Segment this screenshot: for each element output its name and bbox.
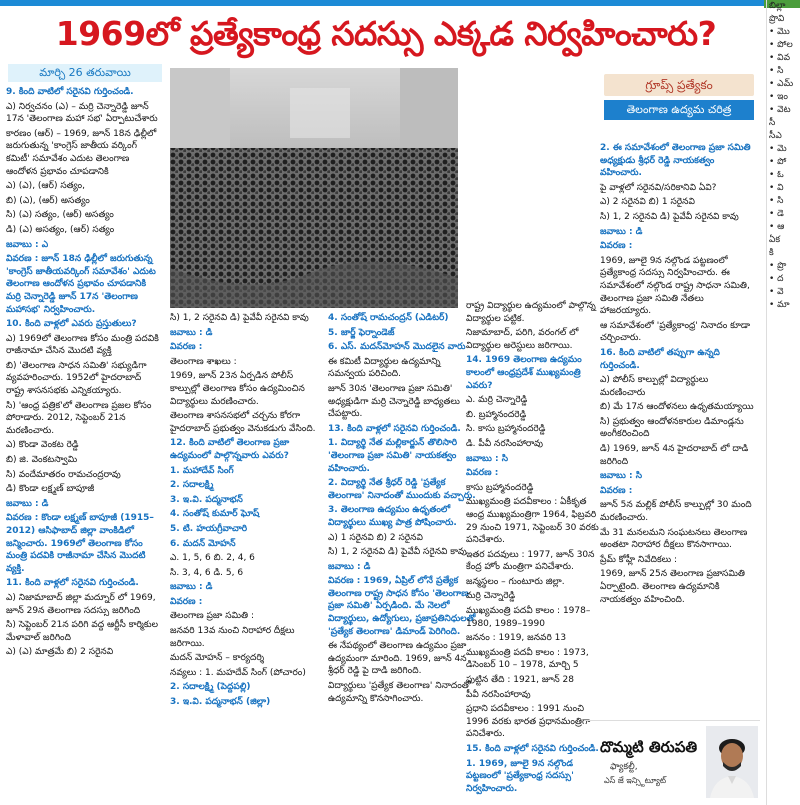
paragraph: 1. 1969, జూలై 9న నల్గొండ పట్టణంలో 'ప్రత్యేకాంధ్ర సదస్సు' నిర్వహించారు.	[466, 758, 574, 794]
paragraph: కారణం (ఆర్) – 1969, జూన్ 18న ఢిల్లీలో జరుగుతున్న 'కాంగ్రెస్ జాతీయ వర్కింగ్ కమిటీ' సమావేశం ఎదుట తెలంగాణ ఆందోళన ప్రభావం చూపడానికి	[6, 128, 157, 177]
sidebar-text: • వెట	[769, 105, 791, 115]
article-column-1	[6, 86, 162, 796]
paragraph: జననం : 1919, జనవరి 13	[466, 633, 567, 644]
sidebar-text: • మా	[769, 300, 790, 310]
paragraph: సి) 1, 2 సరైనవి డి) పైవేవీ సరైనవి కావు	[600, 211, 739, 222]
sidebar-text: • సి	[769, 66, 784, 76]
paragraph: బి) జి. వెంకటస్వామి	[6, 455, 78, 466]
paragraph: డి) 1969, జూన్ 4న హైదరాబాద్ లో దాడి జరిగింది	[600, 444, 749, 467]
paragraph: ఎ) 1969లో తెలంగాణ కోసం మంత్రి పదవికి రాజీనామా చేసిన మొదటి వ్యక్తి	[6, 333, 159, 357]
paragraph: ఈ నేపథ్యంలో తెలంగాణ ఉద్యమం ప్రజా ఉద్యమంగా మారింది. 1969, జూన్ 4న శ్రీధర్ రెడ్డి పై దాడి జరిగింది.	[328, 641, 467, 677]
paragraph: ఎ) నిర్వచనం (ఎ) – మర్రి చెన్నారెడ్డి జూన్ 17న 'తెలంగాణ మహా సభ' ఏర్పాటుచేశారు	[6, 101, 158, 125]
section-label: గ్రూప్స్ ప్రత్యేకం	[604, 74, 754, 96]
sidebar-text: ప్రొవి	[769, 14, 785, 24]
sidebar-text: • ఆ	[769, 222, 785, 232]
paragraph: డి. పీవీ నరసింహారావు	[466, 438, 544, 449]
paragraph: వివరణ :	[600, 485, 633, 496]
paragraph: జవాబు : డి	[328, 561, 371, 572]
paragraph: 4. సంతోష్ రామచంద్రన్ (ఎడిటర్)	[328, 313, 449, 323]
paragraph: 5. జార్జ్ ఫెర్నాండెజ్	[328, 327, 395, 338]
sidebar-text: • మొ	[769, 27, 790, 37]
author-portrait-graphic	[706, 726, 758, 798]
paragraph: ఎ. 1, 5, 6 బి. 2, 4, 6	[170, 553, 255, 564]
paragraph: సి. కాసు బ్రహ్మానందరెడ్డి	[466, 424, 546, 435]
paragraph: పీవీ నరసింహారావు	[466, 689, 531, 700]
paragraph: బి. బ్రహ్మానందరెడ్డి	[466, 409, 527, 420]
paragraph: పుట్టిన తేది : 1921, జూన్ 28	[466, 675, 574, 686]
paragraph: సి) ప్రభుత్వం ఆందోళనకారుల డిమాండ్లను అంగీకరించింది	[600, 416, 744, 440]
paragraph: మే 31 మనలమని సంఘటనలు తెలంగాణ అంతటా నిరాహార దీక్షలు కొనసాగాయి.	[600, 527, 748, 551]
article-column-3	[328, 312, 476, 800]
sidebar-text: • మె	[769, 144, 787, 154]
paragraph: జవాబు : డి	[170, 582, 213, 593]
paragraph: మర్రి చెన్నారెడ్డి	[466, 591, 516, 602]
paragraph: జూన్ 30న 'తెలంగాణ ప్రజా సమితి' అధ్యక్షుడిగా మర్రి చెన్నారెడ్డి బాధ్యతలు చేపట్టారు.	[328, 383, 460, 420]
page-headline: 1969లో ప్రత్యేకాంధ్ర సదస్సు ఎక్కడ నిర్వహించారు?	[55, 14, 717, 53]
paragraph: సి) వందేమాతరం రామచంద్రరావు	[6, 469, 121, 480]
paragraph: జవాబు : డి	[6, 498, 49, 509]
continued-tag: మార్చి 26 తరువాయి	[8, 64, 162, 82]
paragraph: ముఖ్యమంత్రి పదవీకాలం : ఏకీకృత ఆంధ్ర ముఖ్యమంత్రిగా 1964, ఫిబ్రవరి 29 నుంచి 1971, సెప్టెంబర్ 30 వరకు పనిచేశారు.	[466, 497, 599, 546]
sidebar-text: • వె	[769, 287, 784, 297]
paragraph: వివరణ : 1969, ఏప్రిల్ లోనే ప్రత్యేక తెలంగాణ రాష్ట్ర సాధన కోసం 'తెలంగాణ ప్రజా సమితి' ఏర్పడింది. మే నెలలో విద్యార్థులు, ఉద్యోగులు, ప్రజాప్రతినిధులతో 'ప్రత్యేక తెలంగాణ' డిమాండ్ పెరిగింది.	[328, 576, 476, 637]
paragraph: జవాబు : సి	[466, 453, 509, 464]
paragraph: జవాబు : సి	[600, 471, 643, 482]
paragraph: జవాబు : డి	[170, 327, 213, 338]
protest-crowd-photo	[170, 68, 458, 308]
paragraph: వివరణ :	[466, 468, 499, 479]
sidebar-text: • పో	[769, 157, 787, 167]
paragraph: తెలంగాణ ప్రజా సమితి :	[170, 611, 254, 622]
paragraph: వివరణ : జూన్ 18న ఢిల్లీలో జరుగుతున్న 'కాంగ్రెస్ జాతీయవర్కింగ్ సమావేశం' ఎదుట తెలంగాణ ఆందోళన ప్రభావం చూపడానికి మర్రి చెన్నారెడ్డి జూన్ 17న 'తెలంగాణ మహాసభ' నిర్వహించారు.	[6, 254, 156, 315]
paragraph: నిజామాబాద్, పరిగి, వరంగల్ లో విద్యార్థుల అరెస్టులు జరిగాయి.	[466, 328, 579, 351]
article-column-4	[466, 300, 600, 794]
sidebar-text: • సి	[769, 196, 784, 206]
paragraph: 2. ఈ సమావేశంలో తెలంగాణ ప్రజా సమితి అధ్యక్షుడు శ్రీధర్ రెడ్డి నాయకత్వం వహించారు.	[600, 143, 751, 179]
paragraph: 1969, జూలై 9న నల్గొండ పట్టణంలో ప్రత్యేకాంధ్ర సదస్సు నిర్వహించారు. ఈ సమావేశంలో నల్గొండ రాష్ట్ర సాధనా సమితి, తెలంగాణ ప్రజా సమితి నేతలు హాజరయ్యారు.	[600, 255, 750, 317]
paragraph: 6. మదన్ మోహన్	[170, 538, 236, 549]
paragraph: 3. ఇ.వి. పద్మనాభన్ (జిల్లా)	[170, 697, 271, 708]
sidebar-text: సీ	[769, 118, 776, 128]
paragraph: 2. విద్యార్థి నేత శ్రీధర్ రెడ్డి 'ప్రత్యేక తెలంగాణ' నినాదంతో ముందుకు వచ్చారు.	[328, 478, 476, 501]
paragraph: ఎ) నిజామాబాద్ జిల్లా మద్నూర్ లో 1969, జూన్ 29న తెలంగాణ సదస్సు జరిగింది	[6, 592, 156, 616]
paragraph: బి) మే 17న ఆందోళనలు ఉధృతమయ్యాయి	[600, 402, 754, 413]
paragraph: బి) (ఎ), (ఆర్) అసత్యం	[6, 195, 90, 206]
paragraph: వివరణ : కొండా లక్ష్మణ్ బాపూజీ (1915–2012) ఆసిఫాబాద్ జిల్లా వాంకిడిలో జన్మించారు. 1969లో తెలంగాణ కోసం మంత్రి పదవికి రాజీనామా చేసిన మొదటి వ్యక్తి.	[6, 513, 154, 574]
sidebar-text: కి	[769, 248, 774, 258]
right-sidebar-strip	[766, 0, 800, 805]
crowd-photo-graphic	[170, 68, 458, 308]
paragraph: తెలంగాణ శాసనసభలో చర్చను కోరగా హైదరాబాద్ ప్రభుత్వం వెనుకడుగు వేసింది.	[170, 411, 316, 434]
paragraph: సి) 1, 2 సరైనవి డి) పైవేవీ సరైనవి కావు	[328, 547, 467, 558]
paragraph: డి) (ఎ) అసత్యం, (ఆర్) సత్యం	[6, 224, 115, 235]
sidebar-text: • ఓ	[769, 170, 784, 180]
paragraph: ఎ. మర్రి చెన్నారెడ్డి	[466, 395, 528, 406]
paragraph: ప్రధాని పదవీకాలం : 1991 నుంచి 1996 వరకు భారత ప్రధానమంత్రిగా పనిచేశారు.	[466, 704, 591, 740]
paragraph: 13. కింది వాళ్లలో సరైనవి గుర్తించండి.	[328, 423, 461, 434]
sidebar-text: సీఎ	[769, 131, 782, 141]
paragraph: ఎ) పోలీస్ కాల్పుల్లో విద్యార్థులు మరణించారు	[600, 375, 709, 398]
paragraph: ప్రేమ్ కోహ్లీ నివేదికలు :	[600, 554, 678, 565]
paragraph: జన్మస్థలం – గుంటూరు జిల్లా.	[466, 576, 565, 587]
sidebar-text: • ఇం	[769, 92, 788, 102]
paragraph: 3. ఇ.వి. పద్మనాభన్	[170, 494, 243, 505]
paragraph: సి) సెప్టెంబర్ 21న పరిగి వద్ద ఆర్టీసీ కార్మికుల మేళావాల్ జరిగింది	[6, 620, 159, 643]
paragraph: రాష్ట్ర విద్యార్థుల ఉద్యమంలో పాల్గొన్న విద్యార్థుల పట్టిక.	[466, 301, 596, 324]
paragraph: ఇతర పదవులు : 1977, జూన్ 30న కేంద్ర హోం మంత్రిగా పనిచేశారు.	[466, 549, 595, 573]
paragraph: 1969, జూన్ 25న తెలంగాణ ప్రజాసమితి ఏర్పాటైంది. తెలంగాణ ఉద్యమానికి నాయకత్వం వహించింది.	[600, 569, 745, 605]
paragraph: 2. సదాలక్ష్మి (పెద్దపల్లి)	[170, 682, 251, 693]
author-org: ఎస్ జే ఇన్స్టిట్యూట్	[604, 776, 667, 785]
paragraph: 5. టి. హయగ్రీవాచారి	[170, 523, 248, 534]
paragraph: ఎ) 2 సరైనవి బి) 1 సరైనవి	[600, 197, 695, 208]
sidebar-text: • వివ	[769, 53, 790, 63]
paragraph: పై వాళ్లలో సరైనవి/సరికానివి ఏవి?	[600, 182, 717, 193]
sidebar-text: • ఎమ్	[769, 79, 794, 89]
paragraph: 10. కింది వాళ్లలో ఎవరు ప్రస్తుతులు?	[6, 319, 137, 330]
sidebar-text: • వి	[769, 183, 784, 193]
paragraph: ఎ) (ఎ), (ఆర్) సత్యం,	[6, 181, 85, 192]
paragraph: ఎ) (ఎ) మాత్రమే బి) 2 సరైనవి	[6, 647, 114, 658]
paragraph: వివరణ :	[600, 241, 633, 252]
paragraph: నవ్యలు : 1. మహదేవ్ సింగ్ (పోచారం)	[170, 667, 306, 678]
article-column-2	[170, 312, 320, 800]
sidebar-text: • పోల	[769, 40, 793, 50]
paragraph: 11. కింది వాళ్లలో సరైనవి గుర్తించండి.	[6, 578, 139, 589]
section-topic: తెలంగాణ ఉద్యమ చరిత్ర	[604, 100, 754, 120]
sidebar-text: • డె	[769, 209, 784, 219]
paragraph: వివరణ :	[170, 342, 203, 353]
paragraph: ముఖ్యమంత్రి పదవీ కాలం : 1973, డిసెంబర్ 10 – 1978, మార్చి 5	[466, 647, 589, 671]
paragraph: 12. కింది వాటిలో తెలంగాణ ప్రజా ఉద్యమంలో పాల్గొన్నవారు ఎవరు?	[170, 438, 290, 461]
paragraph: జవాబు : ఎ	[6, 239, 49, 250]
paragraph: 1. మహాదేవ్ సింగ్	[170, 465, 234, 476]
paragraph: జవాబు : డి	[600, 226, 643, 237]
author-name: దొమ్మటి తిరుపతి	[600, 738, 698, 756]
paragraph: 4. సంతోష్ కుమార్ ఘోష్	[170, 509, 260, 520]
sidebar-text: ఏక	[769, 235, 781, 245]
paragraph: 15. కింది వాళ్లలో సరైనవి గుర్తించండి.	[466, 744, 599, 754]
paragraph: వివరణ :	[170, 596, 203, 607]
paragraph: సి) 'ఆంధ్ర పత్రిక'లో తెలంగాణ ప్రజల కోసం పోరాడారు. 2012, సెప్టెంబర్ 21న మరణించారు.	[6, 400, 152, 436]
paragraph: జనవరి 13వ నుంచి నిరాహార దీక్షలు జరిగాయి.	[170, 626, 295, 649]
article-column-5	[600, 142, 756, 797]
paragraph: తెలంగాణ శాఖలు :	[170, 356, 237, 367]
paragraph: సి. 3, 4, 6 డి. 5, 6	[170, 567, 244, 578]
paragraph: డి) కొండా లక్ష్మణ్ బాపూజీ	[6, 484, 95, 495]
top-color-bar	[0, 0, 800, 6]
paragraph: ఎ) 1 సరైనవి బి) 2 సరైనవి	[328, 532, 423, 543]
paragraph: జూన్ 5న మల్లిక్ పోలీస్ కాల్పుల్లో 30 మంది మరణించారు.	[600, 500, 752, 524]
paragraph: సి) 1, 2 సరైనవి డి) పైవేవీ సరైనవి కావు	[170, 313, 309, 323]
paragraph: విద్యార్థులు 'ప్రత్యేక తెలంగాణ' నినాదంతో ఉద్యమాన్ని కొనసాగించారు.	[328, 681, 471, 704]
paragraph: ఎ) కొండా వెంకట రెడ్డి	[6, 440, 79, 451]
sidebar-text: బిల్లా	[769, 1, 786, 11]
paragraph: ఆ సమావేశంలో 'ప్రత్యేకాంధ్ర' నినాదం కూడా చర్చించారు.	[600, 320, 751, 344]
paragraph: 9. కింది వాటిలో సరైనవి గుర్తించండి.	[6, 87, 134, 97]
paragraph: 1969, జూన్ 23న ఏర్పడిన పోలీస్ కాల్పుల్లో తెలంగాణ కోసం ఉద్యమించిన విద్యార్థులు మరణించారు.	[170, 371, 305, 407]
paragraph: 1. విద్యార్థి నేత మల్లికార్జున్ తొలిసారి 'తెలంగాణ ప్రజా సమితి' నాయకత్వం వహించారు.	[328, 438, 458, 474]
paragraph: మదన్ మోహన్ – కార్యదర్శి	[170, 653, 265, 664]
paragraph: సి) (ఎ) సత్యం, (ఆర్) అసత్యం	[6, 210, 114, 221]
sidebar-text: • ప్రొ	[769, 261, 787, 271]
paragraph: ఈ కమిటీ విద్యార్థుల ఉద్యమాన్ని సమన్వయ పరిచింది.	[328, 356, 441, 380]
paragraph: 6. ఎస్. మదన్‌మోహన్ మొదలైన వారు	[328, 342, 466, 353]
paragraph: 16. కింది వాటిలో తప్పుగా ఉన్నది గుర్తించండి.	[600, 347, 720, 371]
paragraph: 2. సదాలక్ష్మి	[170, 480, 214, 491]
sidebar-text: • ద	[769, 274, 784, 284]
paragraph: 3. తెలంగాణ ఉద్యమం ఉధృతంలో విద్యార్థులు ముఖ్య పాత్ర పోషించారు.	[328, 505, 457, 528]
author-photo	[706, 726, 758, 798]
paragraph: 14. 1969 తెలంగాణ ఉద్యమం కాలంలో ఆంధ్రప్రదేశ్ ముఖ్యమంత్రి ఎవరు?	[466, 355, 582, 391]
paragraph: బి) 'తెలంగాణ సాధన సమితి' సభ్యుడిగా వ్యవహరించారు. 1952లో హైదరాబాద్ రాష్ట్ర శాసనసభకు ఎన్నికయ్యారు.	[6, 360, 147, 397]
paragraph: కాసు బ్రహ్మానందరెడ్డి	[466, 482, 534, 493]
paragraph: ముఖ్యమంత్రి పదవీ కాలం : 1978–1980, 1989–1990	[466, 606, 591, 629]
author-role: ఫ్యాకల్టీ,	[610, 762, 638, 772]
